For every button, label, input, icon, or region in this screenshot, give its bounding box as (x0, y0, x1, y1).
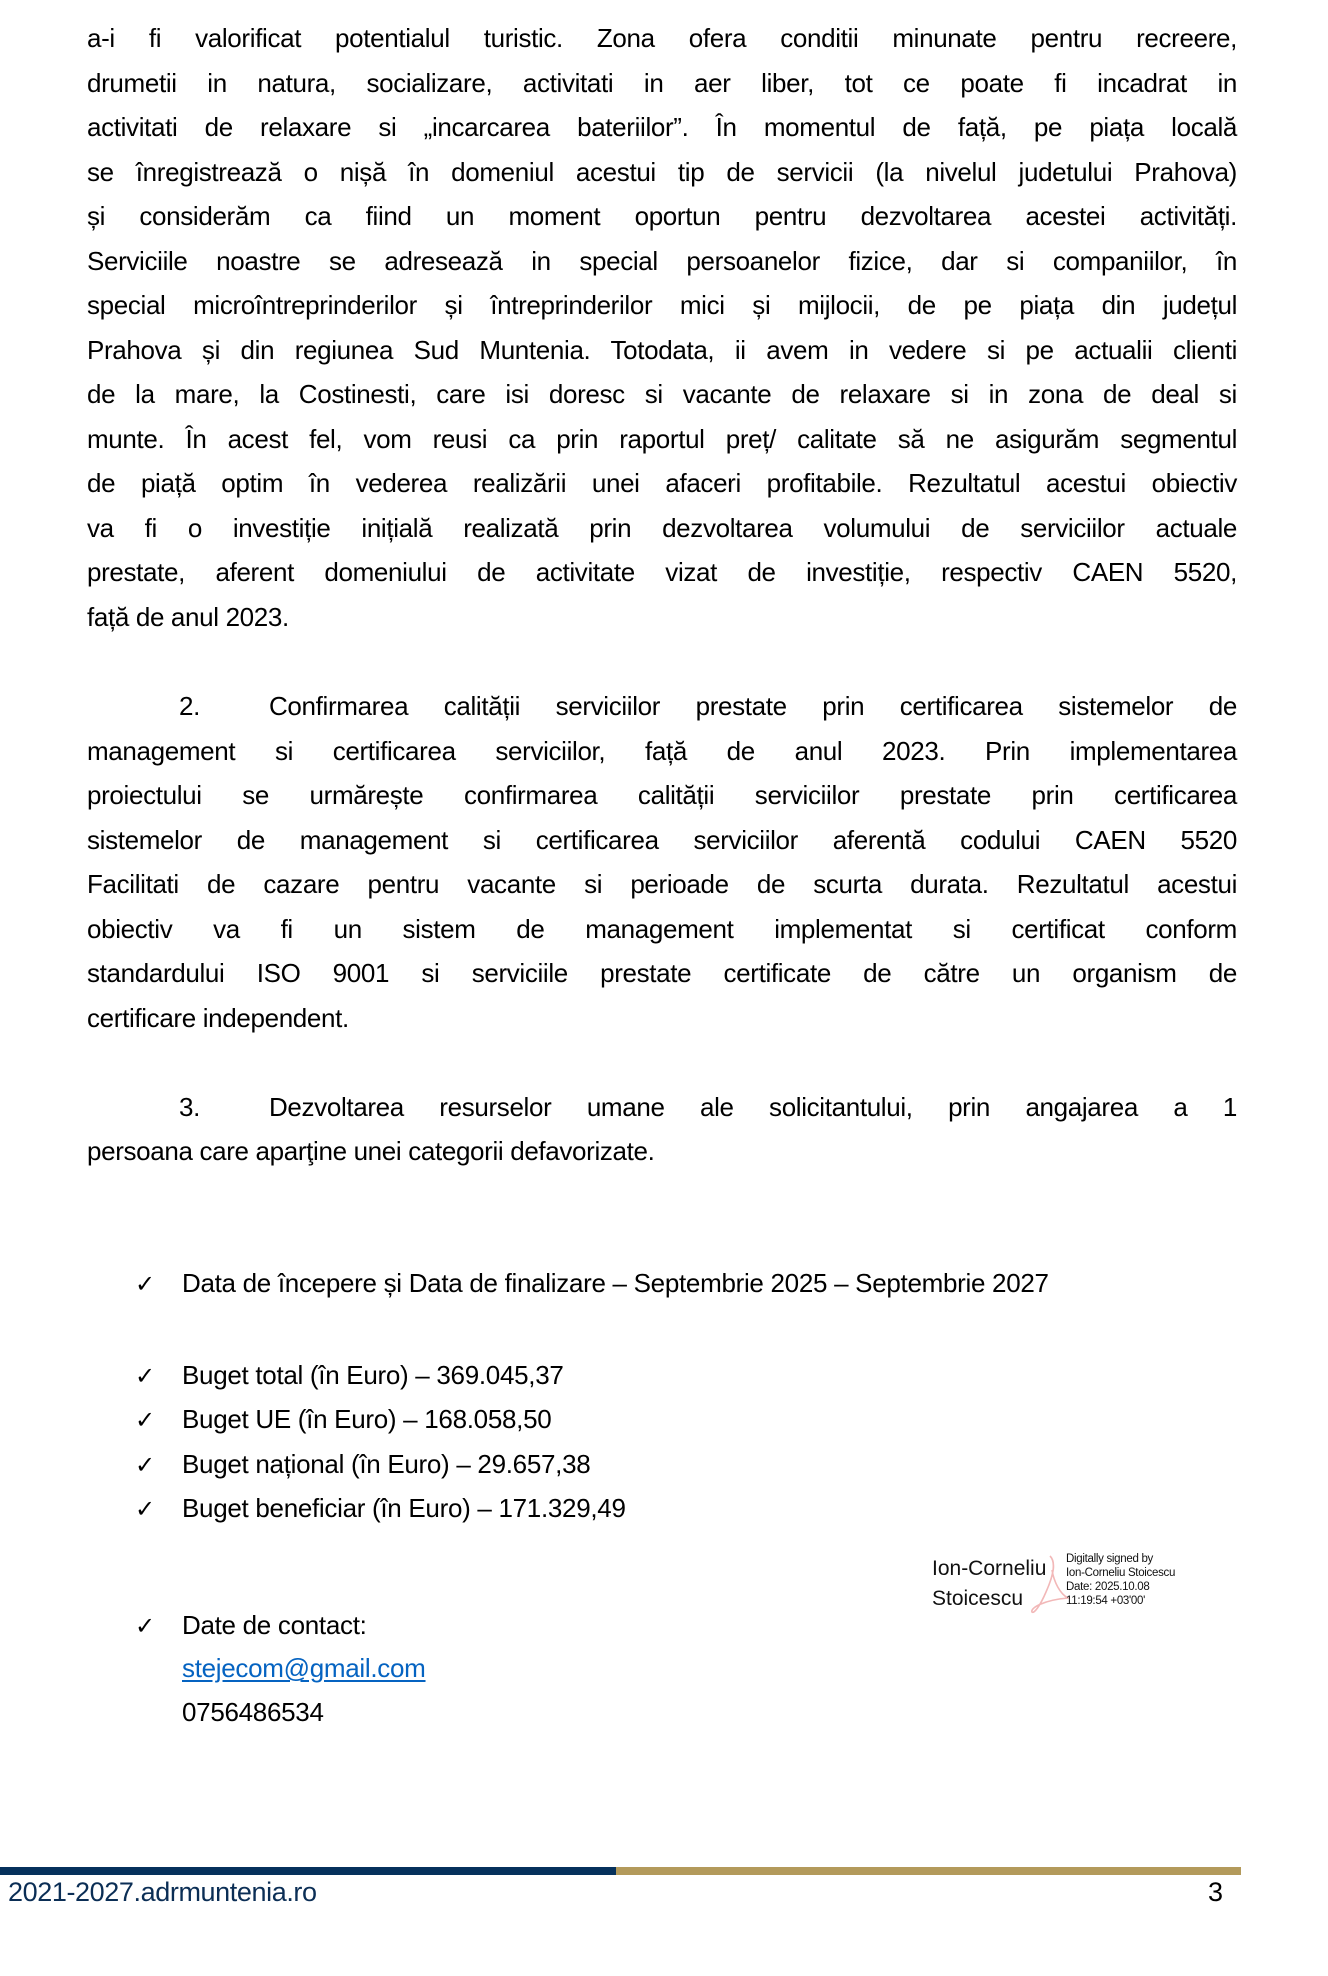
check-mark-icon: ✓ (135, 1362, 155, 1390)
check-mark-icon: ✓ (135, 1612, 155, 1640)
paragraph-line: drumetii in natura, socializare, activitati in aer liber, tot ce poate fi incadrat in (87, 68, 1237, 98)
page-number: 3 (1208, 1877, 1224, 1907)
footer-band-gold (616, 1867, 1241, 1875)
budget-text: Buget UE (în Euro) – 168.058,50 (182, 1404, 552, 1434)
signature-acrobat-mark-icon (1030, 1552, 1070, 1618)
budget-item (135, 1403, 551, 1436)
paragraph-line: munte. În acest fel, vom reusi ca prin raportul preț/ calitate să ne asigurăm segmentul (87, 424, 1237, 454)
paragraph-line: sistemelor de management si certificarea serviciilor aferentă codului CAEN 5520 (87, 825, 1237, 855)
paragraph-line: certificare independent. (87, 1003, 349, 1033)
budget-item (135, 1448, 590, 1481)
check-mark-icon: ✓ (135, 1270, 155, 1298)
list-number: 3. (179, 1092, 200, 1122)
footer-band-blue (0, 1867, 616, 1875)
paragraph-line: de piață optim în vederea realizării unei afaceri profitabile. Rezultatul acestui obiectiv (87, 468, 1237, 498)
paragraph-line: special microîntreprinderilor și întreprinderilor mici și mijlocii, de pe piața din județul (87, 290, 1237, 320)
signer-name-line-2: Stoicescu (932, 1587, 1024, 1610)
paragraph-line: și considerăm ca fiind un moment oportun pentru dezvoltarea acestei activități. (87, 201, 1237, 231)
budget-item (135, 1359, 564, 1392)
footer-website: 2021-2027.adrmuntenia.ro (8, 1877, 317, 1907)
list-number: 2. (179, 691, 200, 721)
paragraph-line: persoana care aparţine unei categorii defavorizate. (87, 1136, 655, 1166)
budget-text: Buget național (în Euro) – 29.657,38 (182, 1449, 591, 1479)
detail-text: Data de începere și Data de finalizare – Septembrie 2025 – Septembrie 2027 (182, 1268, 1049, 1298)
signature-meta-line: 11:19:54 +03'00' (1066, 1595, 1145, 1607)
numbered-first-line (179, 690, 1237, 722)
paragraph-line: se înregistrează o nișă în domeniul acestui tip de servicii (la nivelul judetului Prahova) (87, 157, 1237, 187)
paragraph-line: va fi o investiție inițială realizată prin dezvoltarea volumului de serviciilor actuale (87, 513, 1237, 543)
contact-email-link[interactable]: stejecom@gmail.com (182, 1653, 426, 1683)
detail-item-dates (135, 1267, 1049, 1300)
budget-text: Buget total (în Euro) – 369.045,37 (182, 1360, 564, 1390)
check-mark-icon: ✓ (135, 1451, 155, 1479)
budget-item (135, 1492, 626, 1525)
paragraph-line: prestate, aferent domeniului de activitate vizat de investiție, respectiv CAEN 5520, (87, 557, 1237, 587)
contact-phone: 0756486534 (182, 1697, 324, 1727)
signer-name-line-1: Ion-Corneliu (932, 1557, 1047, 1580)
check-mark-icon: ✓ (135, 1495, 155, 1523)
paragraph-line: Confirmarea calității serviciilor prestate prin certificarea sistemelor de (269, 691, 1237, 721)
paragraph-line: obiectiv va fi un sistem de management implementat si certificat conform (87, 914, 1237, 944)
paragraph-line: management si certificarea serviciilor, față de anul 2023. Prin implementarea (87, 736, 1237, 766)
signature-meta-line: Digitally signed by (1066, 1553, 1153, 1565)
paragraph-line: proiectului se urmărește confirmarea calității serviciilor prestate prin certificarea (87, 780, 1237, 810)
numbered-first-line (179, 1091, 1237, 1123)
contact-item (135, 1609, 367, 1642)
paragraph-line: a-i fi valorificat potentialul turistic. Zona ofera conditii minunate pentru recreere, (87, 23, 1237, 53)
paragraph-line: Facilitati de cazare pentru vacante si perioade de scurta durata. Rezultatul acestui (87, 869, 1237, 899)
contact-label: Date de contact: (182, 1610, 367, 1640)
signature-meta-line: Date: 2025.10.08 (1066, 1581, 1150, 1593)
paragraph-line: activitati de relaxare si „incarcarea bateriilor”. În momentul de față, pe piața locală (87, 112, 1237, 142)
signature-meta-line: Ion-Corneliu Stoicescu (1066, 1567, 1176, 1579)
paragraph-line: de la mare, la Costinesti, care isi doresc si vacante de relaxare si in zona de deal si (87, 379, 1237, 409)
paragraph-line: Prahova și din regiunea Sud Muntenia. Totodata, ii avem in vedere si pe actualii clienti (87, 335, 1237, 365)
paragraph-line: Serviciile noastre se adresează in special persoanelor fizice, dar si companiilor, în (87, 246, 1237, 276)
paragraph-line: Dezvoltarea resurselor umane ale solicitantului, prin angajarea a 1 (269, 1092, 1237, 1122)
paragraph-line: față de anul 2023. (87, 602, 289, 632)
paragraph-line: standardului ISO 9001 si serviciile prestate certificate de către un organism de (87, 958, 1237, 988)
check-mark-icon: ✓ (135, 1406, 155, 1434)
budget-text: Buget beneficiar (în Euro) – 171.329,49 (182, 1493, 626, 1523)
